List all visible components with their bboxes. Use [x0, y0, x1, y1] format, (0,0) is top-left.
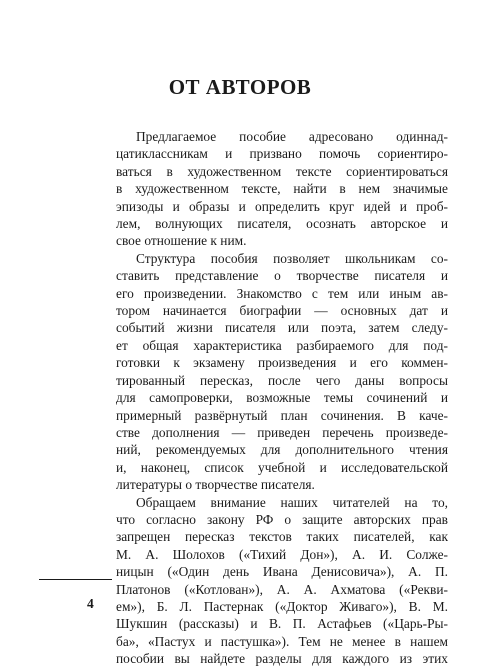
text-line: в художественном тексте, найти в нем значимые — [116, 181, 448, 197]
text-line: свое отношение к ним. — [116, 233, 247, 249]
text-line: лем, волнующих писателя, осознать авторское и — [116, 216, 448, 232]
text-line: ет общая характеристика разбираемого для под- — [116, 337, 448, 353]
text-line: эпизоды и образы и определить круг идей и проб- — [116, 198, 448, 214]
paragraph-2 — [116, 250, 448, 494]
text-line: ваться в художественном тексте сориентироваться — [116, 163, 448, 179]
text-line: примерный развёрнутый план сочинения. В каче- — [116, 407, 448, 423]
text-line: готовки к экзамену произведения и его коммен- — [116, 355, 448, 371]
text-line: пособии вы найдете разделы для каждого из этих — [116, 651, 448, 667]
text-line: что согласно закону РФ о защите авторских прав — [116, 511, 448, 527]
text-line: ставить представление о творчестве писателя и — [116, 268, 448, 284]
text-line: цатиклассникам и призвано помочь сориентиро- — [116, 146, 448, 162]
text-line: его произведении. Знакомство с тем или иным ав- — [116, 285, 448, 301]
text-line: Структура пособия позволяет школьникам со- — [136, 250, 448, 266]
text-line: ем»), Б. Л. Пастернак («Доктор Живаго»), В. М. — [116, 598, 448, 614]
text-line: стве дополнения — приведен перечень произведе- — [116, 424, 448, 440]
text-line: литературы о творчестве писателя. — [116, 477, 315, 493]
section-title: ОТ АВТОРОВ — [168, 75, 312, 99]
page-number: 4 — [87, 596, 94, 611]
paragraph-1 — [116, 128, 448, 250]
footer-rule — [39, 579, 112, 580]
text-line: ний, рекомендуемых для дополнительного чтения — [116, 442, 448, 458]
text-line: Предлагаемое пособие адресовано одиннад- — [136, 129, 448, 144]
text-line: тором начинается биографии — основных дат и — [116, 303, 448, 319]
text-line: ницын («Один день Ивана Денисовича»), А. П. — [116, 564, 448, 580]
text-line: Шукшин (рассказы) и В. П. Астафьев («Царь-Ры- — [116, 616, 448, 632]
text-line: событий жизни писателя или поэта, затем следу- — [116, 320, 448, 336]
text-line: для самопроверки, возможные темы сочинений и — [116, 390, 448, 406]
text-line: тированный пересказ, после чего даны вопросы — [116, 372, 448, 388]
text-line: Обращаем внимание наших читателей на то, — [136, 494, 448, 510]
text-line: запрещен пересказ текстов таких писателей, как — [116, 529, 448, 545]
body-text — [116, 128, 448, 668]
text-line: ба», «Пастух и пастушка»). Тем не менее в нашем — [116, 633, 448, 649]
text-line: и, наконец, список учебной и исследовательской — [116, 459, 448, 475]
text-line: М. А. Шолохов («Тихий Дон»), А. И. Солже- — [116, 546, 448, 562]
paragraph-3 — [116, 494, 448, 668]
text-line: Платонов («Котлован»), А. А. Ахматова («Рекви- — [116, 581, 448, 597]
